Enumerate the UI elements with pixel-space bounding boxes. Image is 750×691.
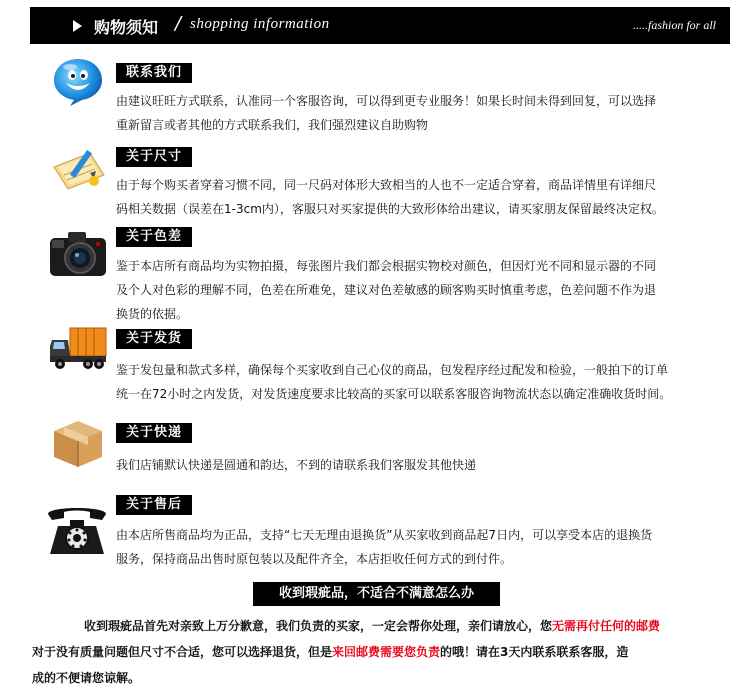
text-line: 服务，保持商品出售时原包装以及配件齐全，本店拒收任何方式的到付件。 bbox=[116, 552, 513, 566]
header-brand: .....fashion for all bbox=[632, 18, 716, 32]
delivery-truck-icon bbox=[48, 322, 110, 372]
text-line: 我们店铺默认快递是圆通和韵达，不到的请联系我们客服发其他快递 bbox=[116, 458, 477, 472]
header-separator: / bbox=[175, 13, 182, 34]
header-title-cn: 购物须知 bbox=[94, 18, 159, 37]
section-text bbox=[116, 453, 736, 477]
section-label: 关于尺寸 bbox=[116, 147, 192, 167]
section-label: 联系我们 bbox=[116, 63, 192, 83]
text-line: 由本店所售商品均为正品，支持“七天无理由退换货”从买家收到商品起7日内，可以享受本店的退换货 bbox=[116, 528, 653, 542]
chat-smiley-icon bbox=[50, 55, 106, 107]
notice-text: 成的不便请您谅解。 bbox=[32, 671, 141, 685]
section-text bbox=[116, 358, 736, 406]
section-label: 关于色差 bbox=[116, 227, 192, 247]
section-label: 关于快递 bbox=[116, 423, 192, 443]
text-line: 码相关数据（误差在1-3cm内），客服只对买家提供的大致形体给出建议，请买家朋友保留最终决定权。 bbox=[116, 202, 664, 216]
notice-text: 对于没有质量问题但尺寸不合适，您可以选择退货，但是 bbox=[32, 645, 333, 659]
text-line: 重新留言或者其他的方式联系我们，我们强烈建议自助购物 bbox=[116, 118, 429, 132]
telephone-icon bbox=[44, 500, 110, 558]
notice-text: 收到瑕疵品首先对亲致上万分歉意，我们负责的买家，一定会帮你处理，亲们请放心，您 bbox=[84, 619, 553, 633]
text-line: 鉴于本店所有商品均为实物拍摄，每张图片我们都会根据实物校对颜色，但因灯光不同和显示器的不同 bbox=[116, 259, 657, 273]
text-line: 及个人对色彩的理解不同，色差在所难免，建议对色差敏感的顾客购买时慎重考虑，色差问题不作为退 bbox=[116, 283, 657, 297]
ruler-pencil-icon bbox=[50, 145, 108, 193]
text-line: 由于每个购买者穿着习惯不同，同一尺码对体形大致相当的人也不一定适合穿着，商品详情里有详细尺 bbox=[116, 178, 657, 192]
section-text bbox=[116, 523, 736, 571]
text-line: 鉴于发包量和款式多样，确保每个买家收到自己心仪的商品，包发程序经过配发和检验，一般拍下的订单 bbox=[116, 363, 669, 377]
arrow-right-icon bbox=[73, 20, 82, 32]
package-box-icon bbox=[50, 417, 106, 469]
notice-text: 的哦！请在3天内联系联系客服，造 bbox=[440, 645, 629, 659]
section-text bbox=[116, 89, 736, 137]
text-line: 由建议旺旺方式联系，认准同一个客服咨询，可以得到更专业服务！如果长时间未得到回复，可以选择 bbox=[116, 94, 657, 108]
section-label: 关于售后 bbox=[116, 495, 192, 515]
defect-notice bbox=[32, 613, 722, 691]
page-header bbox=[30, 7, 730, 44]
text-line: 换货的依据。 bbox=[116, 307, 189, 321]
section-label: 关于发货 bbox=[116, 329, 192, 349]
section-text bbox=[116, 173, 736, 221]
header-title-en: shopping information bbox=[190, 16, 330, 32]
notice-highlight: 无需再付任何的邮费 bbox=[552, 619, 661, 633]
defect-banner: 收到瑕疵品，不适合不满意怎么办 bbox=[253, 582, 500, 606]
notice-highlight: 来回邮费需要您负责 bbox=[332, 645, 441, 659]
text-line: 统一在72小时之内发货，对发货速度要求比较高的买家可以联系客服咨询物流状态以确定准确收货时间。 bbox=[116, 387, 672, 401]
section-text bbox=[116, 254, 736, 326]
camera-icon bbox=[48, 228, 108, 280]
